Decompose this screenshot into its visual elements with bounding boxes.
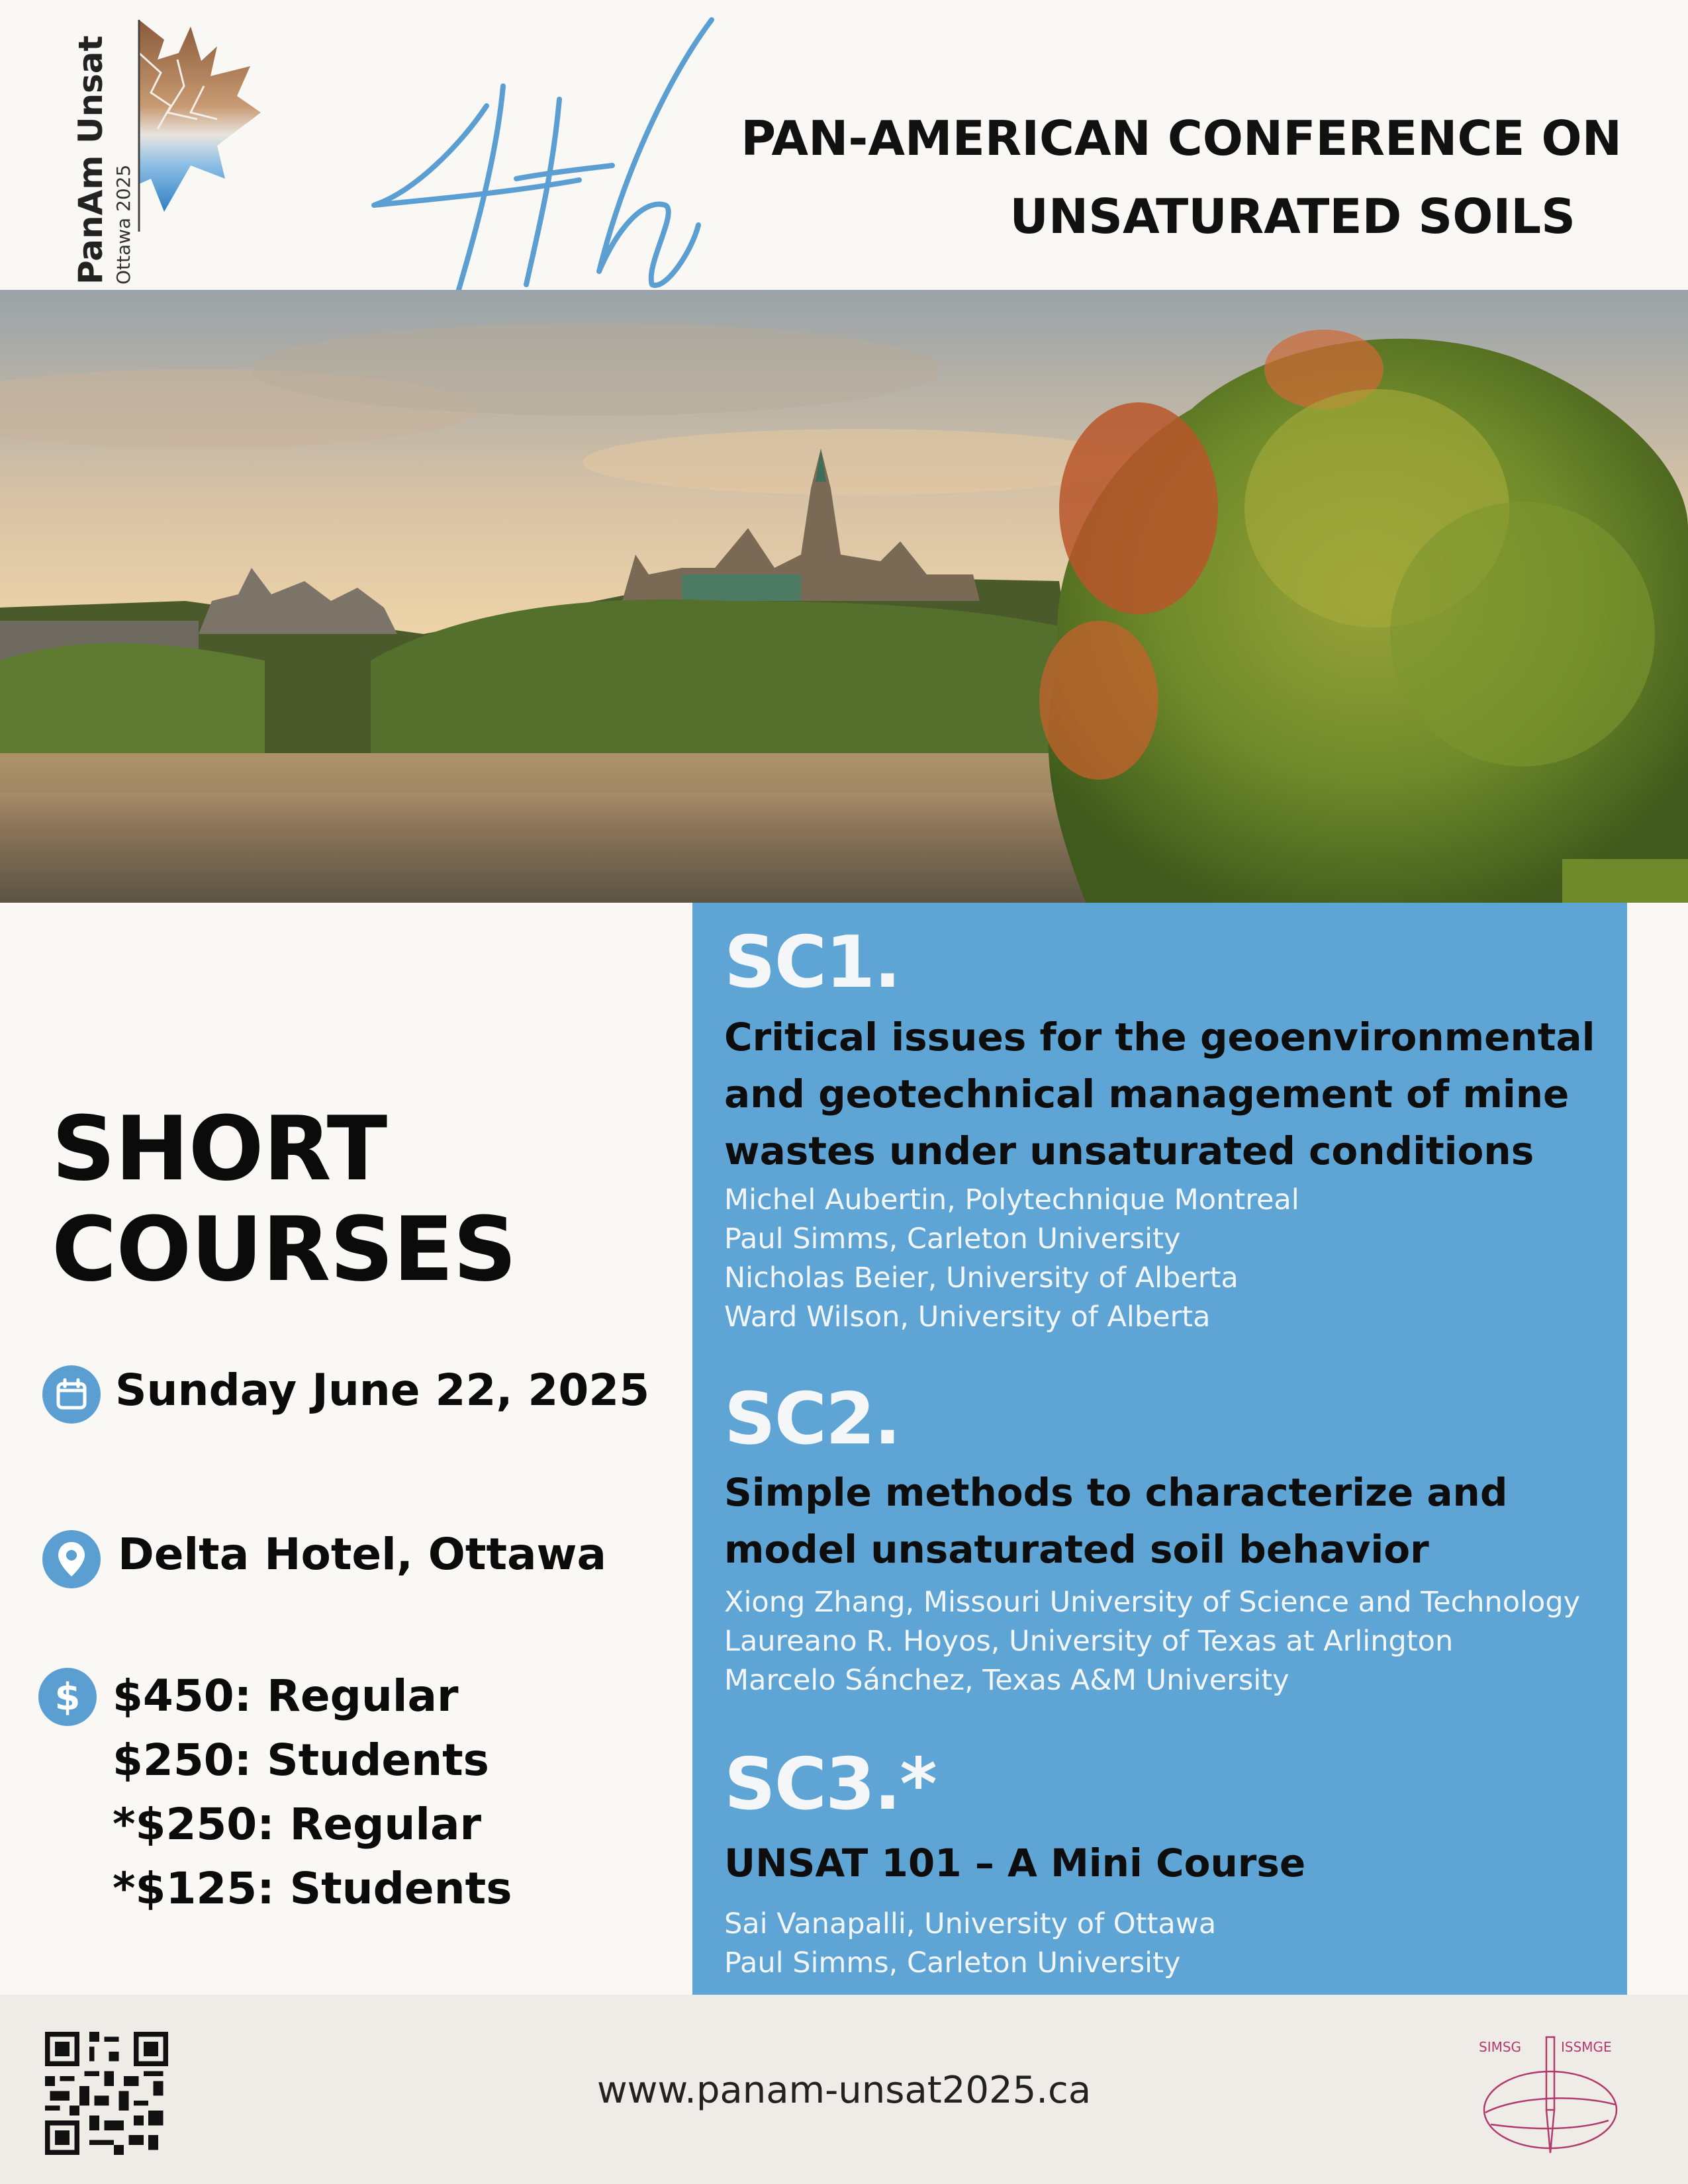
instructor: Xiong Zhang, Missouri University of Science and Technology bbox=[724, 1586, 1581, 1619]
logo-main-text: PanAm Unsat bbox=[71, 35, 110, 285]
course-location: Delta Hotel, Ottawa bbox=[118, 1529, 607, 1580]
instructor: Ward Wilson, University of Alberta bbox=[724, 1300, 1211, 1334]
sc3-title bbox=[724, 1835, 1618, 1891]
sc1-title-line: Critical issues for the geoenvironmental bbox=[724, 1015, 1595, 1060]
instructor: Paul Simms, Carleton University bbox=[724, 1222, 1181, 1255]
sc3-instructors bbox=[724, 1905, 1624, 1983]
ottawa-parliament-hero-image bbox=[0, 290, 1688, 903]
sc2-instructors bbox=[724, 1583, 1624, 1700]
footer bbox=[0, 1995, 1688, 2184]
short-courses-heading-line2: COURSES bbox=[52, 1198, 516, 1301]
issmge-right-text: ISSMGE bbox=[1561, 2039, 1612, 2055]
sc2-title-line: Simple methods to characterize and bbox=[724, 1470, 1508, 1515]
sc1-title bbox=[724, 1009, 1618, 1179]
website-url[interactable]: www.panam-unsat2025.ca bbox=[596, 2069, 1092, 2112]
short-courses-heading-line1: SHORT bbox=[52, 1097, 387, 1201]
logo-sub-text: Ottawa 2025 bbox=[113, 164, 134, 285]
instructor: Michel Aubertin, Polytechnique Montreal bbox=[724, 1183, 1299, 1216]
sc2-title-line: model unsaturated soil behavior bbox=[724, 1527, 1429, 1572]
sc2-title bbox=[724, 1464, 1618, 1578]
price-line: $250: Students bbox=[113, 1735, 489, 1786]
course-date: Sunday June 22, 2025 bbox=[115, 1365, 650, 1416]
instructor: Nicholas Beier, University of Alberta bbox=[724, 1261, 1239, 1295]
price-line: $450: Regular bbox=[113, 1670, 459, 1721]
instructor: Laureano R. Hoyos, University of Texas at Arlington bbox=[724, 1625, 1454, 1658]
calendar-icon bbox=[42, 1365, 101, 1424]
dollar-icon: $ bbox=[38, 1668, 97, 1726]
price-line: *$250: Regular bbox=[113, 1799, 482, 1850]
short-courses-heading bbox=[52, 1099, 647, 1300]
issmge-logo-icon bbox=[1476, 2030, 1635, 2156]
instructor: Marcelo Sánchez, Texas A&M University bbox=[724, 1664, 1289, 1697]
issmge-left-text: SIMSG bbox=[1479, 2039, 1522, 2055]
location-pin-icon bbox=[42, 1530, 101, 1588]
instructor: Paul Simms, Carleton University bbox=[724, 1946, 1181, 1979]
sc3-code: SC3.* bbox=[724, 1743, 936, 1826]
sc1-title-line: and geotechnical management of mine bbox=[724, 1071, 1570, 1116]
conference-title-line1: PAN-AMERICAN CONFERENCE ON bbox=[741, 111, 1622, 166]
conference-title bbox=[682, 99, 1622, 255]
sc1-code: SC1. bbox=[724, 921, 900, 1004]
sc2-code: SC2. bbox=[724, 1378, 900, 1461]
instructor: Sai Vanapalli, University of Ottawa bbox=[724, 1907, 1217, 1940]
conference-title-line2: UNSATURATED SOILS bbox=[1009, 189, 1575, 244]
price-line: *$125: Students bbox=[113, 1863, 512, 1914]
courses-panel bbox=[692, 903, 1627, 1995]
sc1-instructors bbox=[724, 1181, 1624, 1337]
price-list bbox=[113, 1664, 512, 1921]
sc3-title-line: UNSAT 101 – A Mini Course bbox=[724, 1841, 1306, 1886]
maple-leaf-logo-icon bbox=[138, 13, 263, 232]
sc1-title-line: wastes under unsaturated conditions bbox=[724, 1128, 1534, 1173]
